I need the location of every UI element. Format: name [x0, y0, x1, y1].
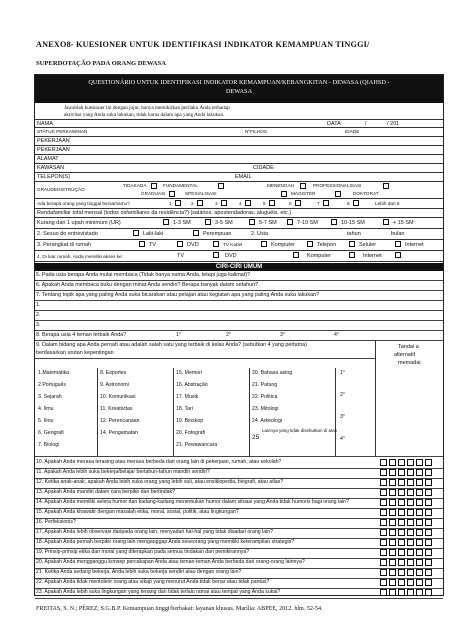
- answer-checkbox[interactable]: [425, 559, 432, 566]
- answer-boxes-22[interactable]: [380, 579, 434, 586]
- subject-sculpture[interactable]: 21. Patung: [252, 382, 278, 388]
- subject-1[interactable]: 1.Matemátika: [38, 370, 70, 376]
- answer-checkbox[interactable]: [389, 489, 396, 496]
- answer-checkbox[interactable]: [398, 519, 405, 526]
- row-household: [35, 199, 443, 209]
- subject-archaeology[interactable]: 24. Arkeologi: [252, 418, 282, 424]
- answer-checkbox[interactable]: [416, 489, 423, 496]
- question-13: 13. Apakah Anda mandiri dalam cara berpikir dan bertindak?: [36, 489, 175, 495]
- device-internet: Internet: [405, 242, 424, 248]
- question-11: 11. Apakah Anda lebih suka bekerja/belajar bertahun-tahun mandiri sendiri?: [36, 469, 210, 475]
- answer-checkbox[interactable]: [389, 499, 396, 506]
- subject-25[interactable]: 25: [252, 434, 260, 441]
- answer-checkbox[interactable]: [380, 549, 387, 556]
- question-9-sub: berdasarkan urutan kepentingan: [36, 350, 114, 356]
- device-computer: Komputer: [271, 242, 295, 248]
- grid-line-3: [249, 368, 250, 456]
- answer-checkbox[interactable]: [425, 579, 432, 586]
- income-opt2-box[interactable]: [205, 219, 211, 225]
- edu-graduasi: GRADUASI: [141, 191, 166, 196]
- subject-17[interactable]: 17. Musik: [176, 394, 199, 400]
- answer-checkbox[interactable]: [398, 579, 405, 586]
- answer-checkbox[interactable]: [380, 569, 387, 576]
- income-opt3: 5-7 SM: [259, 220, 277, 226]
- outside-internet: Internet: [363, 253, 382, 259]
- question-16: 16. Perfeksionis?: [36, 519, 76, 525]
- label-pekerjaan1: PEKERJAAN: [37, 138, 70, 144]
- answer-checkbox[interactable]: [407, 559, 414, 566]
- devices-question: 3. Perangkat di rumah: [37, 242, 92, 248]
- subject-5[interactable]: 5. Ilmu: [38, 418, 54, 424]
- household-7-box[interactable]: [323, 200, 329, 206]
- answer-checkbox[interactable]: [425, 509, 432, 516]
- device-tv-box[interactable]: [139, 241, 145, 247]
- answer-checkbox[interactable]: [407, 549, 414, 556]
- answer-checkbox[interactable]: [425, 549, 432, 556]
- answer-checkbox[interactable]: [416, 479, 423, 486]
- edu-fundamental: FUNDAMENTAL: [163, 183, 198, 188]
- gender-female-box[interactable]: [193, 230, 199, 236]
- answer-checkbox[interactable]: [425, 539, 432, 546]
- gender-question: 2. Sesuo do entrevistado: [37, 231, 98, 237]
- rank-4[interactable]: 4°: [340, 436, 345, 442]
- subject-21[interactable]: 21. Pewawancara: [176, 442, 218, 448]
- question-14: 14. Apakah Anda memiliki selera humor dan kadang-kadang menemukan humor dalam situasi yang Anda tidak humoris bagi orang lain?: [36, 499, 349, 505]
- subject-16[interactable]: 16. Abstração: [176, 382, 208, 388]
- question-19: 19. Prinsip-prinsip etika dan moral yang diterapkan pada semua tindakan dan pemikirannya?: [36, 549, 250, 555]
- income-opt3-box[interactable]: [249, 219, 255, 225]
- answer-checkbox[interactable]: [398, 469, 405, 476]
- answer-checkbox[interactable]: [425, 459, 432, 466]
- income-label: Kurang dari 1 upah minimum (UR): [37, 220, 121, 226]
- answer-checkbox[interactable]: [389, 459, 396, 466]
- row-name: [35, 119, 443, 128]
- subject-12[interactable]: 12. Perencanaan: [100, 418, 140, 424]
- subject-13[interactable]: 14. Pengamatan: [100, 430, 139, 436]
- question-23: 23. Apakah Anda lebih suka lingkungan yang tenang dan tidak terlalu ramai atau tempat yang Anda sukai?: [36, 589, 281, 595]
- answer-checkbox[interactable]: [380, 579, 387, 586]
- outside-computer-box[interactable]: [349, 252, 355, 258]
- row-gender: [35, 229, 443, 240]
- outside-tv-box[interactable]: [213, 252, 219, 258]
- answer-checkbox[interactable]: [425, 589, 432, 596]
- row-alamat: [35, 155, 443, 164]
- answer-checkbox[interactable]: [398, 509, 405, 516]
- form-intro: [64, 105, 304, 119]
- answer-checkbox[interactable]: [389, 569, 396, 576]
- label-nrhos: NºFILHOS: [245, 129, 268, 134]
- edu-magister-box[interactable]: [335, 191, 341, 197]
- device-computer-box[interactable]: [261, 241, 267, 247]
- form-heading-line2: DEWASA: [225, 88, 253, 95]
- gender-female: Perempuan: [203, 231, 232, 237]
- answer-checkbox[interactable]: [398, 529, 405, 536]
- answer-boxes-13[interactable]: [380, 489, 434, 496]
- household-1-box[interactable]: [175, 200, 181, 206]
- row-kawasan: [35, 164, 443, 173]
- answer-boxes-15[interactable]: [380, 509, 434, 516]
- section-general-traits: CIRI-CIRI UMUM: [35, 263, 443, 271]
- rank-2[interactable]: 2°: [340, 392, 345, 398]
- age-bulan: bulan: [391, 231, 405, 237]
- household-2-box[interactable]: [197, 200, 203, 206]
- household-5-box[interactable]: [269, 200, 275, 206]
- gender-male: Laki-laki: [143, 231, 164, 237]
- answer-checkbox[interactable]: [425, 529, 432, 536]
- line-q7: [35, 300, 443, 301]
- household-1: 1: [169, 201, 172, 206]
- line-subjects-end: [35, 456, 443, 457]
- answer-boxes-21[interactable]: [380, 569, 434, 576]
- answer-checkbox[interactable]: [425, 569, 432, 576]
- answer-checkbox[interactable]: [389, 519, 396, 526]
- income-opt1: 1-3 SM: [173, 220, 191, 226]
- answer-checkbox[interactable]: [416, 559, 423, 566]
- household-6-box[interactable]: [295, 200, 301, 206]
- answer-checkbox[interactable]: [407, 509, 414, 516]
- form-heading-line1: QUESTIONÁRIO UNTUK IDENTIFIKASI INDIKATOR KEMAMPUAN/KEBANGKITAN - DEWASA (QIAHSD -: [88, 79, 390, 86]
- answer-checkbox[interactable]: [416, 499, 423, 506]
- device-dvd-box[interactable]: [177, 241, 183, 247]
- answer-checkbox[interactable]: [389, 479, 396, 486]
- answer-boxes-16[interactable]: [380, 519, 434, 526]
- label-nama: NAMA: [37, 121, 53, 127]
- answer-checkbox[interactable]: [389, 539, 396, 546]
- edu-spesial: SPESIALISASI: [185, 191, 217, 196]
- subject-18[interactable]: 18. Tari: [176, 406, 193, 412]
- age-label: 2. Usia: [251, 231, 269, 237]
- edu-prof-box[interactable]: [383, 183, 389, 189]
- household-8: 8: [347, 201, 350, 206]
- question-7: 7. Tentang topik apa yang paling Anda suka bicarakan atau pelajari atau kegiatan apa yang paling Anda suka lakukan?: [36, 292, 320, 298]
- answer-checkbox[interactable]: [407, 459, 414, 466]
- income-opt5: 10-15 SM: [341, 220, 365, 226]
- answer-checkbox[interactable]: [398, 549, 405, 556]
- question-8: 8. Berapa usia 4 teman terbaik Anda?: [36, 332, 127, 338]
- question-22: 22. Apakah Anda tidak mentolerir orang atau sikap yang menurut Anda tidak benar atau tidak pantas?: [36, 579, 270, 585]
- label-cidade: CIDADE: [253, 165, 274, 171]
- subject-mythology[interactable]: 23. Mitologi: [252, 406, 279, 412]
- subject-3[interactable]: 3. Sejarah: [38, 394, 62, 400]
- line-q5: [35, 280, 443, 281]
- answer-checkbox[interactable]: [380, 489, 387, 496]
- document-title: ANEXO8- KUESIONER UNTUK IDENTIFIKASI INDIKATOR KEMAMPUAN TINGGI/: [36, 40, 370, 49]
- row-telepon: [35, 173, 443, 182]
- edu-doktor: DOKTORAT: [353, 191, 379, 196]
- subject-19[interactable]: 19. Bioskop: [176, 418, 204, 424]
- grid-line-1: [97, 368, 98, 456]
- income-opt4: 7-10 SM: [297, 220, 318, 226]
- answer-boxes-17[interactable]: [380, 529, 434, 536]
- row-pekerjaan2: [35, 146, 443, 155]
- rank-3[interactable]: 3°: [340, 414, 345, 420]
- outside-computer: Komputer: [307, 253, 331, 259]
- edu-menengah: MENENGAH: [267, 183, 295, 188]
- answer-checkbox[interactable]: [407, 479, 414, 486]
- question-6: 6. Apakah Anda membaca buku dengan minat Anda sendiri? Berapa banyak dalam setahun?: [36, 282, 259, 288]
- device-tv: TV: [149, 242, 157, 248]
- outside-dvd-box[interactable]: [293, 252, 299, 258]
- device-cable-box[interactable]: [213, 241, 219, 247]
- edu-menengah-box[interactable]: [300, 183, 306, 189]
- answer-checkbox[interactable]: [425, 489, 432, 496]
- answer-boxes-23[interactable]: [380, 589, 434, 596]
- answer-checkbox[interactable]: [398, 479, 405, 486]
- label-kawasan: KAWASAN: [37, 165, 65, 171]
- answer-checkbox[interactable]: [380, 479, 387, 486]
- edu-tidak-box[interactable]: [151, 183, 157, 189]
- question-15: 15. Apakah Anda khawatir dengan masalah etika, moral, sosial, politik, atau lingkungan?: [36, 509, 239, 515]
- answer-checkbox[interactable]: [416, 459, 423, 466]
- answer-checkbox[interactable]: [425, 469, 432, 476]
- subject-10[interactable]: 10. Komunikasi: [100, 394, 136, 400]
- subject-15[interactable]: 15. Memori: [176, 370, 202, 376]
- answer-checkbox[interactable]: [416, 539, 423, 546]
- answer-checkbox[interactable]: [416, 519, 423, 526]
- answer-checkbox[interactable]: [407, 499, 414, 506]
- household-more: Lebih dari 8: [375, 201, 400, 206]
- household-4: 4: [239, 201, 242, 206]
- household-7: 7: [317, 201, 320, 206]
- question-21: 21. Ketika Anda sedang bekerja, Anda lebih suka bekerja sendiri atau dengan orang lain?: [36, 569, 242, 575]
- question-10: 10. Apakah Anda merasa terasing atau merasa berbeda dari orang lain di pekerjaan, rumah, atau sekolah?: [36, 459, 282, 465]
- answer-checkbox[interactable]: [389, 579, 396, 586]
- income-opt4-box[interactable]: [287, 219, 293, 225]
- answer-checkbox[interactable]: [380, 559, 387, 566]
- rank-1[interactable]: 1°: [340, 370, 345, 376]
- device-internet-box[interactable]: [395, 241, 401, 247]
- grid-line-5: [375, 340, 376, 456]
- answer-checkbox[interactable]: [416, 569, 423, 576]
- edu-spesial-box[interactable]: [281, 191, 287, 197]
- income-opt2: 3-5 SM: [215, 220, 233, 226]
- q7-answer-3[interactable]: 3.: [36, 322, 41, 328]
- alternatif-label: alternatif: [394, 352, 416, 358]
- answer-checkbox[interactable]: [425, 519, 432, 526]
- row-income-question: [35, 209, 443, 218]
- answer-checkbox[interactable]: [380, 469, 387, 476]
- outside-tv: TV: [177, 253, 185, 259]
- answer-boxes-20[interactable]: [380, 559, 434, 566]
- question-5: 5. Pada usia berapa Anda mulai membaca (Tidak hanya nama Anda, tetapi juga kalimat)?: [36, 272, 251, 278]
- gender-male-box[interactable]: [133, 230, 139, 236]
- answer-checkbox[interactable]: [407, 589, 414, 596]
- date-sep1: /: [365, 121, 367, 127]
- tandai-label: Tandai a: [398, 344, 419, 350]
- subject-other-label: Lainnya yang tidak disebutkan di atas: [262, 428, 338, 433]
- edu-fundamental-box[interactable]: [218, 183, 224, 189]
- citation: FREITAS, S. N.; PÉREZ, S.G.B.P. Kemampuan tinggi/berbakat: layanan khusus. Marília: ABPEE, 2012. hlm. 52-54.: [36, 606, 323, 612]
- device-phone-box[interactable]: [307, 241, 313, 247]
- subject-2[interactable]: 2.Português: [38, 382, 66, 388]
- friend-age-4[interactable]: 4°: [334, 332, 339, 338]
- line-q9: [35, 358, 375, 359]
- answer-checkbox[interactable]: [407, 529, 414, 536]
- question-17: 17. Apakah Anda lebih observasi daripada orang lain, menyadari hal-hal yang tidak disadari orang lain?: [36, 529, 274, 535]
- answer-checkbox[interactable]: [398, 499, 405, 506]
- edu-prof: PROFESSIONALISASI: [313, 183, 362, 188]
- age-tahun: tahun: [347, 231, 361, 237]
- household-8-box[interactable]: [353, 200, 359, 206]
- row-devices: [35, 240, 443, 251]
- line-q7-a2: [35, 320, 443, 321]
- label-status: STATUS PERKAWINAN: [37, 129, 88, 134]
- subject-7[interactable]: 7. Biologi: [38, 442, 60, 448]
- subject-foreign-lang[interactable]: 20. Bahasa asing: [252, 370, 293, 376]
- grid-line-4: [335, 368, 336, 456]
- answer-checkbox[interactable]: [389, 509, 396, 516]
- subject-politics[interactable]: 22. Politica: [252, 394, 278, 400]
- answer-checkbox[interactable]: [380, 519, 387, 526]
- answer-checkbox[interactable]: [398, 569, 405, 576]
- memadai-label: memadai: [398, 360, 421, 366]
- row-pekerjaan1: [35, 137, 443, 146]
- line-q7-a3: [35, 330, 443, 331]
- row-education: [35, 182, 443, 199]
- answer-boxes-11[interactable]: [380, 469, 434, 476]
- label-email: EMAIL: [235, 174, 252, 180]
- answer-checkbox[interactable]: [407, 539, 414, 546]
- answer-checkbox[interactable]: [425, 499, 432, 506]
- subject-8[interactable]: 8. Esportes: [100, 370, 127, 376]
- document-subtitle: SUPERDOTAÇÃO PADA ORANG DEWASA: [36, 60, 166, 67]
- answer-checkbox[interactable]: [425, 479, 432, 486]
- intro-line2: aktivitas yang Anda suka lakukan, tidak harus dalam apa yang Anda lakukan.: [64, 112, 225, 118]
- row-income-options: [35, 218, 443, 229]
- household-5: 5: [263, 201, 266, 206]
- answer-checkbox[interactable]: [389, 549, 396, 556]
- answer-boxes-18[interactable]: [380, 539, 434, 546]
- date-sep2: / 201: [387, 121, 400, 127]
- answer-checkbox[interactable]: [407, 489, 414, 496]
- answer-boxes-19[interactable]: [380, 549, 434, 556]
- answer-checkbox[interactable]: [407, 569, 414, 576]
- outside-internet-box[interactable]: [395, 252, 401, 258]
- household-3-box[interactable]: [221, 200, 227, 206]
- label-telepon: TELEPON(S): [37, 174, 71, 180]
- device-mobile-box[interactable]: [349, 241, 355, 247]
- device-dvd: DVD: [187, 242, 199, 248]
- line-q7-a1: [35, 310, 443, 311]
- row-status: [35, 128, 443, 137]
- line-q6: [35, 290, 443, 291]
- household-2: 2: [191, 201, 194, 206]
- subject-9[interactable]: 9. Astronomi: [100, 382, 129, 388]
- answer-checkbox[interactable]: [398, 459, 405, 466]
- subject-6[interactable]: 6. Geografi: [38, 430, 64, 436]
- answer-boxes-10[interactable]: [380, 459, 434, 466]
- question-18: 18. Apakah Anda pernah berpikir orang lain menganggap Anda seseorang yang memiliki keterampilan strategis?: [36, 539, 295, 545]
- q7-answer-1[interactable]: 1.: [36, 302, 41, 308]
- answer-checkbox[interactable]: [416, 579, 423, 586]
- answer-checkbox[interactable]: [416, 549, 423, 556]
- answer-boxes-14[interactable]: [380, 499, 434, 506]
- row-outside: [35, 251, 443, 262]
- answer-checkbox[interactable]: [407, 519, 414, 526]
- label-alamat: ALAMAT: [37, 156, 59, 162]
- answer-checkbox[interactable]: [380, 589, 387, 596]
- device-phone: Telepon: [317, 242, 337, 248]
- income-opt6-box[interactable]: [383, 219, 389, 225]
- answer-checkbox[interactable]: [416, 529, 423, 536]
- edu-magister: MAGISTER: [291, 191, 316, 196]
- answer-checkbox[interactable]: [380, 539, 387, 546]
- answer-checkbox[interactable]: [398, 559, 405, 566]
- household-3: 3: [215, 201, 218, 206]
- income-opt1-box[interactable]: [163, 219, 169, 225]
- answer-checkbox[interactable]: [398, 589, 405, 596]
- answer-boxes-12[interactable]: [380, 479, 434, 486]
- device-cable: TV Kabel: [223, 242, 243, 247]
- answer-checkbox[interactable]: [407, 579, 414, 586]
- outside-dvd: DVD: [225, 253, 237, 259]
- edu-graduasi-box[interactable]: [169, 191, 175, 197]
- subject-11[interactable]: 11. Kreativitas: [100, 406, 133, 412]
- income-opt5-box[interactable]: [331, 219, 337, 225]
- answer-checkbox[interactable]: [389, 469, 396, 476]
- form-heading: [35, 75, 443, 103]
- question-9: 9. Dalam bidang apa Anda pernah atau adalah salah satu yang terbaik di kelas Anda? (sebutkan 4 yang pertama): [36, 342, 307, 348]
- line-q8: [35, 340, 443, 341]
- question-divider: [35, 598, 443, 599]
- household-4-box[interactable]: [245, 200, 251, 206]
- question-20: 20. Apakah Anda mengganggu konsep percakapan Anda atau teman-teman Anda berbeda dari orang-orang lainnya?: [36, 559, 305, 565]
- friend-age-1[interactable]: 1°: [176, 332, 181, 338]
- household-question: Ada berapa orang yang tinggal bersamamu?: [37, 201, 130, 206]
- friend-age-3[interactable]: 3°: [280, 332, 285, 338]
- answer-checkbox[interactable]: [380, 459, 387, 466]
- label-idade: IDADE: [345, 129, 360, 134]
- household-6: 6: [289, 201, 292, 206]
- question-12: 12. Ketika anak-anak, apakah Anda lebih suka orang yang lebih suli, atau ensiklopedia, biografi, atau atlas?: [36, 479, 284, 485]
- answer-checkbox[interactable]: [389, 559, 396, 566]
- answer-checkbox[interactable]: [398, 539, 405, 546]
- q7-answer-2[interactable]: 2.: [36, 312, 41, 318]
- answer-checkbox[interactable]: [398, 489, 405, 496]
- answer-checkbox[interactable]: [416, 469, 423, 476]
- edu-tidak: TIDAKADA: [123, 183, 147, 188]
- grid-line-2: [173, 368, 174, 456]
- label-data[interactable]: DATA: [327, 121, 341, 127]
- friend-age-2[interactable]: 2°: [226, 332, 231, 338]
- answer-checkbox[interactable]: [389, 589, 396, 596]
- answer-checkbox[interactable]: [416, 589, 423, 596]
- subject-4[interactable]: 4. Ilmu: [38, 406, 54, 412]
- label-education: GRAUDEINSTRUÇÃO: [37, 187, 85, 192]
- answer-checkbox[interactable]: [407, 469, 414, 476]
- answer-checkbox[interactable]: [416, 509, 423, 516]
- subject-20[interactable]: 20. Fotografi: [176, 430, 206, 436]
- income-opt6: + 15 SM: [393, 220, 414, 226]
- answer-checkbox[interactable]: [380, 509, 387, 516]
- answer-checkbox[interactable]: [380, 499, 387, 506]
- income-question: Rendafamiliar total mensal (todos osfamiliares da residência?) (salários, apostendadoras, aluguéis, etc.): [37, 210, 292, 216]
- answer-checkbox[interactable]: [389, 529, 396, 536]
- outside-question: 4. Di luar rumah, Anda memiliki akses ke:: [37, 254, 123, 259]
- intro-line1: Jawablah kuesioner ini dengan jujur, hanya memikirkan perilaku Anda terhadap: [64, 105, 230, 111]
- device-mobile: Seluler: [359, 242, 377, 248]
- answer-checkbox[interactable]: [380, 529, 387, 536]
- label-pekerjaan2: PEKERJAAN: [37, 147, 70, 153]
